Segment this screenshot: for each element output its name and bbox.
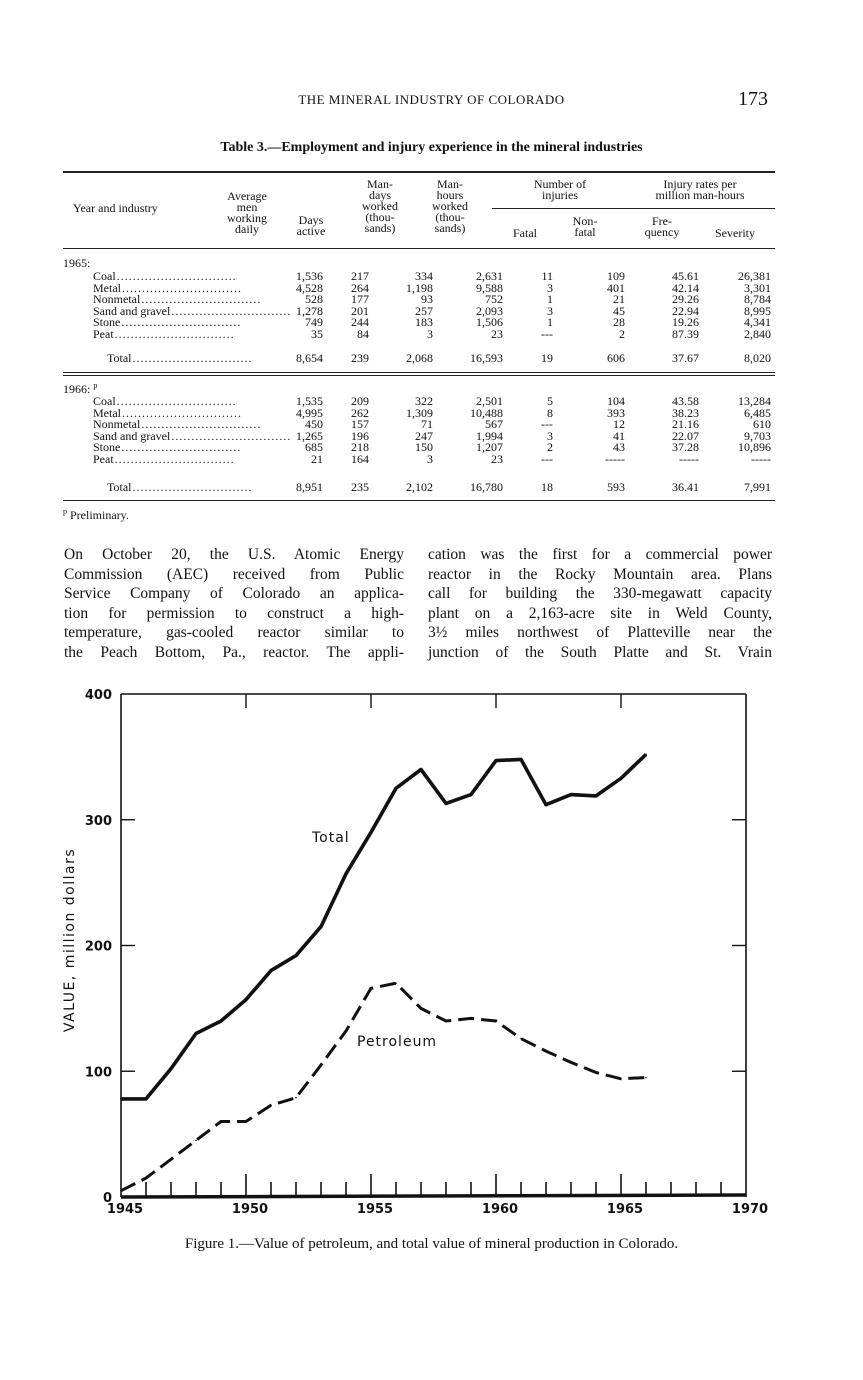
cell-value: 393: [607, 405, 625, 420]
table-bottom-rule: [63, 500, 775, 501]
row-label: Sand and gravel: [93, 303, 171, 318]
data-point-petroleum: [645, 1077, 647, 1079]
cell-value: 109: [607, 269, 625, 283]
section-divider-rule: [63, 372, 775, 373]
cell-value: 35: [311, 326, 323, 341]
data-point-total: [220, 1020, 222, 1022]
cell-value: 71: [421, 417, 433, 431]
cell-value: 2,840: [744, 326, 771, 341]
cell-value: 606: [607, 351, 625, 365]
data-point-total: [270, 970, 272, 972]
data-point-petroleum: [520, 1038, 522, 1040]
y-axis-title: VALUE, million dollars: [62, 847, 78, 1033]
data-point-total: [520, 759, 522, 761]
cell-value: 43.58: [672, 394, 699, 408]
cell-value: 1,207: [476, 440, 503, 454]
leader-dots: ..............................: [121, 315, 242, 329]
cell-value: 22.94: [672, 303, 699, 318]
cell-value: 45: [613, 303, 625, 318]
cell-value: 11: [541, 269, 553, 283]
data-point-total: [445, 803, 447, 805]
cell-value: 567: [485, 417, 503, 431]
cell-value: 528: [305, 292, 323, 306]
cell-value: 3: [547, 428, 553, 443]
cell-value: 450: [305, 417, 323, 431]
data-point-petroleum: [545, 1050, 547, 1052]
cell-value: 1,536: [296, 269, 323, 283]
cell-value: 7,991: [744, 480, 771, 494]
cell-value: 1,198: [406, 280, 433, 295]
header-nonfatal: Non- fatal: [572, 214, 598, 239]
cell-value: 16,780: [470, 480, 503, 494]
leader-dots: ..............................: [141, 417, 262, 431]
header-avg-men: Average men working daily: [227, 189, 267, 236]
leader-dots: ..............................: [121, 440, 242, 454]
cell-value: 150: [415, 440, 433, 454]
cell-value: 21.16: [672, 417, 699, 431]
cell-value: 235: [351, 480, 369, 494]
y-tick-label: 100: [84, 1065, 112, 1081]
data-point-total: [170, 1068, 172, 1070]
row-label: Metal: [93, 280, 121, 295]
leader-dots: ..............................: [132, 480, 253, 494]
header-rates-group: Injury rates per million man-hours: [655, 177, 745, 202]
data-point-total: [370, 832, 372, 834]
cell-value: 218: [351, 440, 369, 454]
cell-value: 1,994: [476, 428, 503, 443]
leader-dots: ..............................: [122, 280, 242, 295]
cell-value: 217: [351, 269, 369, 283]
cell-value: 8,951: [296, 480, 323, 494]
cell-value: 37.67: [672, 351, 699, 365]
row-label: Coal: [93, 269, 116, 283]
data-point-petroleum: [370, 987, 372, 989]
cell-value: 177: [351, 292, 369, 306]
cell-value: ---: [541, 417, 553, 431]
data-point-petroleum: [220, 1121, 222, 1123]
cell-value: 1,278: [296, 303, 323, 318]
cell-value: 21: [311, 451, 323, 466]
cell-value: 41: [613, 428, 625, 443]
cell-value: 749: [305, 315, 323, 329]
data-point-petroleum: [120, 1190, 122, 1192]
figure-caption: Figure 1.—Value of petroleum, and total value of mineral production in Colorado.: [184, 1236, 679, 1252]
cell-value: 19.26: [672, 315, 699, 329]
y-tick-label: 200: [84, 939, 112, 955]
cell-value: 3: [427, 326, 433, 341]
data-point-total: [345, 873, 347, 875]
table-total-row: [63, 352, 775, 364]
cell-value: 209: [351, 394, 369, 408]
cell-value: 2,068: [406, 351, 433, 365]
data-point-petroleum: [495, 1020, 497, 1022]
row-label: Peat: [93, 326, 114, 341]
cell-value: 401: [607, 280, 625, 295]
cell-value: 247: [415, 428, 433, 443]
row-label: Stone: [93, 440, 121, 454]
year-label-1966: 1966: $^p$: [63, 381, 98, 396]
cell-value: 23: [491, 451, 503, 466]
cell-value: 10,896: [738, 440, 771, 454]
cell-value: 8: [547, 405, 553, 420]
cell-value: 45.61: [672, 269, 699, 283]
cell-value: 262: [351, 405, 369, 420]
header-frequency: Fre- quency: [644, 214, 680, 239]
data-point-total: [395, 788, 397, 790]
row-label: Nonmetal: [93, 417, 141, 431]
table-row: [63, 328, 775, 340]
cell-value: 593: [607, 480, 625, 494]
cell-value: 196: [351, 428, 369, 443]
x-tick-label: 1970: [731, 1202, 769, 1217]
cell-value: 84: [357, 326, 369, 341]
data-point-petroleum: [595, 1072, 597, 1074]
data-point-petroleum: [270, 1104, 272, 1106]
cell-value: 28: [613, 315, 625, 329]
row-label: Stone: [93, 315, 121, 329]
y-tick-label: 300: [84, 813, 112, 829]
cell-value: ---: [541, 451, 553, 466]
data-point-total: [245, 999, 247, 1001]
header-year-industry: Year and industry: [73, 201, 158, 215]
cell-value: 8,654: [296, 351, 323, 365]
cell-value: 12: [613, 417, 625, 431]
cell-value: 3: [427, 451, 433, 466]
cell-value: 257: [415, 303, 433, 318]
cell-value: 37.28: [672, 440, 699, 454]
row-label: Total: [107, 351, 132, 365]
series-line-petroleum: [121, 983, 646, 1190]
row-label: Sand and gravel: [93, 428, 171, 443]
cell-value: 610: [753, 417, 771, 431]
cell-value: 42.14: [672, 280, 699, 295]
row-label: Peat: [93, 451, 114, 466]
data-point-total: [145, 1098, 147, 1100]
data-point-petroleum: [320, 1064, 322, 1066]
cell-value: 8,995: [744, 303, 771, 318]
header-injuries-group: Number of injuries: [533, 177, 587, 202]
cell-value: 685: [305, 440, 323, 454]
cell-value: 16,593: [470, 351, 503, 365]
data-point-petroleum: [195, 1140, 197, 1142]
data-point-petroleum: [170, 1158, 172, 1160]
cell-value: 104: [607, 394, 625, 408]
row-label: Nonmetal: [93, 292, 141, 306]
data-point-total: [595, 795, 597, 797]
cell-value: 43: [613, 440, 625, 454]
leader-dots: ..............................: [132, 351, 253, 365]
data-point-total: [545, 804, 547, 806]
cell-value: 18: [541, 480, 553, 494]
table-total-row: [63, 481, 775, 493]
series-label-petroleum: Petroleum: [357, 1034, 438, 1050]
x-tick-label: 1965: [606, 1202, 644, 1217]
leader-dots: ..............................: [114, 326, 235, 341]
cell-value: 5: [547, 394, 553, 408]
data-point-petroleum: [395, 982, 397, 984]
cell-value: 29.26: [672, 292, 699, 306]
cell-value: 38.23: [672, 405, 699, 420]
cell-value: 1,265: [296, 428, 323, 443]
data-point-total: [195, 1033, 197, 1035]
cell-value: 2,501: [476, 394, 503, 408]
cell-value: 2: [619, 326, 625, 341]
leader-dots: ..............................: [114, 451, 235, 466]
cell-value: 4,995: [296, 405, 323, 420]
cell-value: -----: [751, 451, 771, 466]
cell-value: 2,093: [476, 303, 503, 318]
cell-value: 1,535: [296, 394, 323, 408]
section-divider-rule-2: [63, 375, 775, 376]
running-header: THE MINERAL INDUSTRY OF COLORADO: [298, 92, 565, 107]
cell-value: 10,488: [470, 405, 503, 420]
page-number: 173: [738, 88, 768, 110]
table-title: Table 3.—Employment and injury experience in the mineral industries: [220, 140, 643, 155]
data-point-petroleum: [570, 1062, 572, 1064]
cell-value: 1: [547, 292, 553, 306]
cell-value: 1: [547, 315, 553, 329]
header-man-hours: Man- hours worked (thou- sands): [432, 177, 468, 235]
row-label: Total: [107, 480, 132, 494]
data-point-total: [495, 760, 497, 762]
y-tick-label: 400: [84, 688, 112, 703]
injury-group-rule: [492, 208, 775, 209]
cell-value: 3,301: [744, 280, 771, 295]
cell-value: 157: [351, 417, 369, 431]
cell-value: 239: [351, 351, 369, 365]
cell-value: 8,784: [744, 292, 771, 306]
cell-value: ---: [541, 326, 553, 341]
cell-value: 322: [415, 394, 433, 408]
cell-value: 244: [351, 315, 369, 329]
cell-value: 13,284: [738, 394, 771, 408]
cell-value: 6,485: [744, 405, 771, 420]
leader-dots: ..............................: [116, 269, 237, 283]
data-point-total: [320, 926, 322, 928]
table-row: [63, 453, 775, 465]
leader-dots: ..............................: [116, 394, 237, 408]
cell-value: 3: [547, 280, 553, 295]
data-point-petroleum: [145, 1177, 147, 1179]
table-header-rule: [63, 248, 775, 249]
x-tick-label: 1960: [481, 1202, 519, 1217]
header-days-active: Days active: [296, 213, 326, 238]
cell-value: 19: [541, 351, 553, 365]
row-label: Coal: [93, 394, 116, 408]
data-point-petroleum: [420, 1008, 422, 1010]
cell-value: 21: [613, 292, 625, 306]
leader-dots: ..............................: [122, 405, 242, 420]
cell-value: 4,341: [744, 315, 771, 329]
cell-value: 1,309: [406, 405, 433, 420]
leader-dots: ..............................: [171, 303, 292, 318]
data-point-total: [420, 769, 422, 771]
cell-value: 26,381: [738, 269, 771, 283]
row-label: Metal: [93, 405, 121, 420]
data-point-petroleum: [445, 1020, 447, 1022]
cell-value: 2,631: [476, 269, 503, 283]
data-point-petroleum: [245, 1121, 247, 1123]
cell-value: 23: [491, 326, 503, 341]
x-axis-line: [121, 1195, 746, 1197]
cell-value: -----: [679, 451, 699, 466]
cell-value: 2: [547, 440, 553, 454]
data-point-petroleum: [345, 1030, 347, 1032]
table-footnote: $^p$ Preliminary.: [63, 507, 129, 522]
data-point-total: [645, 754, 647, 756]
value-chart: [0, 680, 863, 1230]
x-tick-label: 1945: [106, 1202, 144, 1217]
cell-value: 93: [421, 292, 433, 306]
y-tick-label: 0: [102, 1191, 112, 1206]
series-label-total: Total: [312, 830, 350, 846]
data-point-petroleum: [470, 1018, 472, 1020]
cell-value: 264: [351, 280, 369, 295]
data-point-total: [120, 1098, 122, 1100]
body-text-right: cation was the first for a commercial power reactor in the Rocky Mountain area. Plans call for building the 330-megawatt capacity plant on a 2,163-acre site in Weld County, 3½ miles northwest of Platteville near the junction of the South Platte and St. Vrain: [428, 546, 772, 661]
header-man-days: Man- days worked (thou- sands): [362, 177, 398, 235]
header-fatal: Fatal: [513, 226, 537, 240]
cell-value: -----: [605, 451, 625, 466]
x-tick-label: 1955: [356, 1202, 394, 1217]
header-severity: Severity: [715, 226, 755, 240]
cell-value: 2,102: [406, 480, 433, 494]
cell-value: 334: [415, 269, 433, 283]
cell-value: 9,703: [744, 428, 771, 443]
cell-value: 9,588: [476, 280, 503, 295]
leader-dots: ..............................: [171, 428, 292, 443]
x-tick-label: 1950: [231, 1202, 269, 1217]
body-text-left: On October 20, the U.S. Atomic Energy Commission (AEC) received from Public Service Company of Colorado an applica- tion for permission to construct a high- temperature, gas-cooled reactor similar to the Peach Bottom, Pa., reactor. The appli-: [64, 546, 404, 661]
table-top-rule: [63, 171, 775, 173]
cell-value: 4,528: [296, 280, 323, 295]
cell-value: 8,020: [744, 351, 771, 365]
data-point-petroleum: [620, 1078, 622, 1080]
cell-value: 752: [485, 292, 503, 306]
data-point-total: [295, 955, 297, 957]
cell-value: 22.07: [672, 428, 699, 443]
cell-value: 164: [351, 451, 369, 466]
leader-dots: ..............................: [141, 292, 262, 306]
data-point-total: [570, 794, 572, 796]
data-point-total: [470, 794, 472, 796]
data-point-petroleum: [295, 1097, 297, 1099]
cell-value: 3: [547, 303, 553, 318]
cell-value: 183: [415, 315, 433, 329]
cell-value: 201: [351, 303, 369, 318]
cell-value: 1,506: [476, 315, 503, 329]
cell-value: 87.39: [672, 326, 699, 341]
cell-value: 36.41: [672, 480, 699, 494]
year-label-1965: 1965:: [63, 256, 91, 270]
data-point-total: [620, 777, 622, 779]
